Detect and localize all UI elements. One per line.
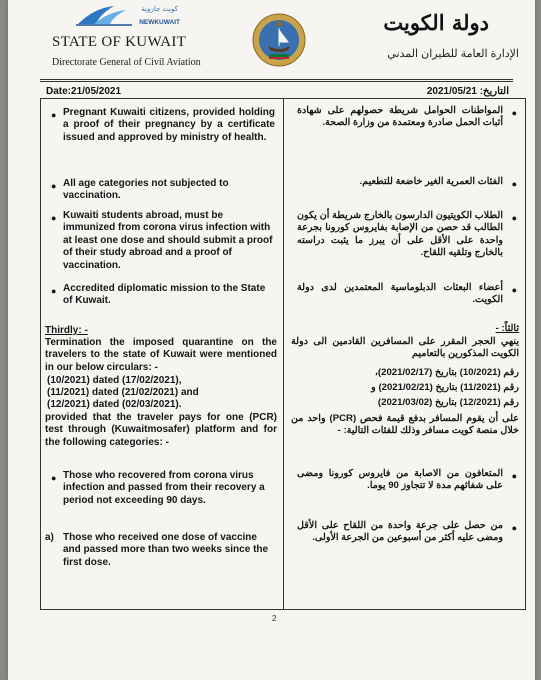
- department-title-en: Directorate General of Civil Aviation: [52, 57, 201, 68]
- date-en: Date:21/05/2021: [46, 86, 122, 97]
- page-number: 2: [272, 614, 277, 623]
- bullet-icon: ●: [511, 471, 517, 481]
- en-category-vaccinated: Those who received one dose of vaccine and passed more than two weeks since the first dose.: [63, 532, 269, 568]
- bullet-icon: ●: [51, 181, 57, 191]
- bullet-icon: ●: [51, 286, 57, 296]
- en-pcr-condition: provided that the traveler pays for one (PCR) test through (Kuwaitmosafer) platform and for the following categories: -: [45, 412, 277, 448]
- en-thirdly-heading: Thirdly: -: [45, 325, 88, 336]
- ar-category-recovered: المتعافون من الاصابة من فايروس كورونا ومضى على شفائهم مدة لا تتجاوز 90 يوما.: [297, 468, 503, 492]
- ar-bullet-students: الطلاب الكويتيون الدارسون بالخارج شريطة أن يكون الطالب قد حصن من الإصابة بفايروس كورونا بجرعة واحدة على الأقل على أن يبرز ما يثبت دراسته بالخارج وتلقيه اللقاح.: [297, 210, 503, 259]
- bullet-icon: ●: [51, 110, 57, 120]
- state-title-en: STATE OF KUWAIT: [52, 34, 187, 50]
- bullet-icon: ●: [511, 108, 517, 118]
- ar-circular-11: رقم (11/2021) بتاريخ (2021/02/21) و: [371, 382, 519, 393]
- header-rule-double: [40, 81, 513, 82]
- ar-category-vaccinated: من حصل على جرعة واحدة من اللقاح على الأقل ومضى عليه أكثر من أسبوعين من الجرعة الأولى.: [297, 520, 503, 544]
- ar-bullet-diplomatic: أعضاء البعثات الدبلوماسية المعتمدين لدى دولة الكويت.: [297, 282, 503, 306]
- ar-bullet-pregnant: المواطنات الحوامل شريطة حصولهم على شهادة أثبات الحمل صادرة ومعتمدة من وزارة الصحة.: [297, 105, 503, 129]
- en-bullet-pregnant: Pregnant Kuwaiti citizens, provided holding a proof of their pregnancy by a certificate issued and approved by ministry of health.: [63, 107, 275, 143]
- bullet-icon: ●: [511, 179, 517, 189]
- logo-arabic-text: كويت جازوية: [141, 6, 178, 13]
- header-arabic: [319, 10, 519, 60]
- en-category-recovered: Those who recovered from corona virus infection and passed from their recovery a period not exceeding 90 days.: [63, 470, 265, 506]
- bullet-icon: ●: [511, 523, 517, 533]
- bullet-icon: ●: [511, 213, 517, 223]
- bullet-icon: ●: [51, 473, 57, 483]
- kuwait-emblem-icon: [252, 12, 306, 68]
- en-category-marker: a): [45, 532, 54, 543]
- sail-logo-icon: [74, 4, 136, 28]
- content-table: [40, 98, 526, 610]
- bullet-icon: ●: [51, 213, 57, 223]
- en-circular-12: (12/2021) dated (02/03/2021).: [47, 399, 182, 410]
- en-bullet-age: All age categories not subjected to vaccination.: [63, 178, 229, 202]
- date-ar: التاريخ: 2021/05/21: [426, 86, 509, 97]
- header-english: [52, 34, 222, 68]
- department-title-ar: الإدارة العامة للطيران المدني: [387, 48, 519, 60]
- en-bullet-students: Kuwaiti students abroad, must be immunized from corona virus infection with at least one dose and should submit a proof of their study abroad and a proof of vaccination.: [63, 210, 273, 271]
- en-circular-10: (10/2021) dated (17/02/2021),: [47, 375, 182, 386]
- en-bullet-diplomatic: Accredited diplomatic mission to the State of Kuwait.: [63, 283, 266, 307]
- logo-english-text: NEWKUWAIT: [139, 19, 180, 26]
- header-rule: [40, 79, 513, 80]
- ar-bullet-age: الفئات العمرية الغير خاضعة للتطعيم.: [359, 176, 503, 187]
- en-thirdly-intro: Termination the imposed quarantine on the travelers to the state of Kuwait were mentioned in our below circulars: -: [45, 337, 277, 373]
- arabic-column: [284, 99, 525, 609]
- ar-circular-12: رقم (12/2021) بتاريخ (2021/03/02): [377, 397, 519, 408]
- english-column: [41, 99, 283, 609]
- en-circular-11: (11/2021) dated (21/02/2021) and: [47, 387, 199, 398]
- new-kuwait-logo: [74, 4, 184, 30]
- ar-thirdly-heading: ثالثاً: -: [495, 323, 519, 334]
- bullet-icon: ●: [511, 285, 517, 295]
- ar-thirdly-intro: ينهي الحجر المقرر على المسافرين القادمين الى دولة الكويت المذكورين بالتعاميم: [291, 336, 519, 360]
- ar-pcr-condition: على أن يقوم المسافر بدفع قيمة فحص (PCR) واحد من خلال منصة كويت مسافر وذلك للفئات التالية: -: [291, 413, 519, 437]
- state-title-ar: دولة الكويت: [383, 10, 489, 35]
- document-page: [8, 0, 535, 680]
- ar-circular-10: رقم (10/2021) بتاريخ (2021/02/17)،: [374, 367, 519, 378]
